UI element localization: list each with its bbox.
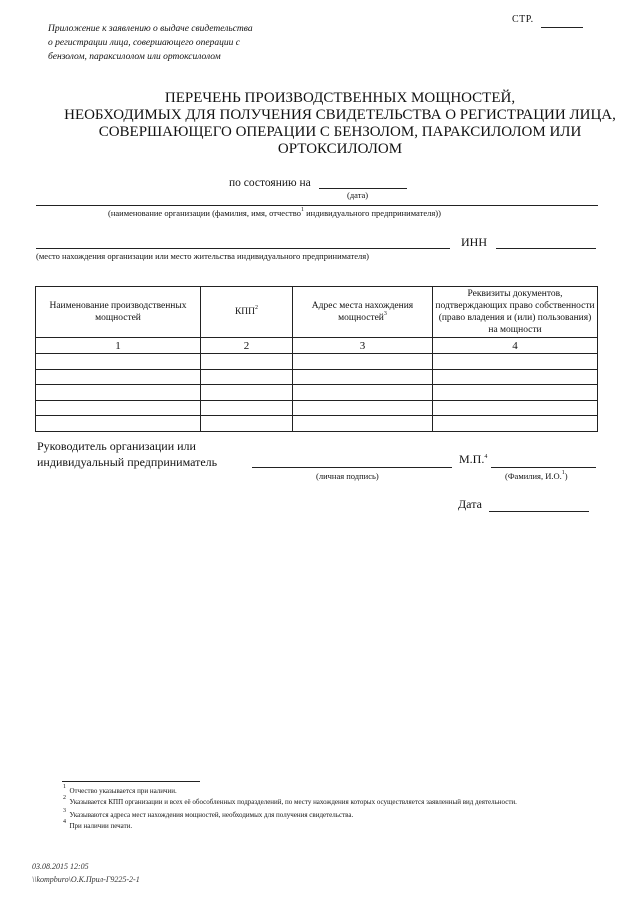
signatory-label-line-1: Руководитель организации или xyxy=(37,439,196,453)
file-meta xyxy=(32,860,140,886)
table-cell[interactable] xyxy=(36,400,201,416)
inn-label: ИНН xyxy=(461,235,487,249)
table-cell[interactable] xyxy=(36,385,201,401)
organization-name-caption xyxy=(108,208,441,218)
signature-field[interactable] xyxy=(252,467,452,468)
file-meta-path: \\kompburo\О.К.Прил-Г9225-2-1 xyxy=(32,875,140,884)
header-kpp xyxy=(201,287,293,338)
table-cell[interactable] xyxy=(36,416,201,432)
table-cell[interactable] xyxy=(201,369,293,385)
header-capacity-name xyxy=(36,287,201,338)
header-address xyxy=(293,287,433,338)
table-row xyxy=(36,385,598,401)
table-cell[interactable] xyxy=(293,385,433,401)
title-line-2: НЕОБХОДИМЫХ ДЛЯ ПОЛУЧЕНИЯ СВИДЕТЕЛЬСТВА О РЕГИСТРАЦИИ ЛИЦА, xyxy=(64,107,616,123)
table-cell[interactable] xyxy=(433,354,598,370)
footnotes xyxy=(35,786,595,832)
signatory-label xyxy=(37,438,217,470)
title-line-3: СОВЕРШАЮЩЕГО ОПЕРАЦИИ С БЕНЗОЛОМ, ПАРАКСИЛОЛОМ ИЛИ xyxy=(98,124,582,140)
location-field[interactable] xyxy=(36,248,450,249)
document-title xyxy=(40,90,640,158)
column-number-4: 4 xyxy=(433,338,598,354)
full-name-caption-text: (Фамилия, И.О. xyxy=(505,471,562,481)
signatory-label-line-2: индивидуальный предприниматель xyxy=(37,455,218,469)
file-meta-timestamp: 03.08.2015 12:05 xyxy=(32,862,89,871)
table-row xyxy=(36,400,598,416)
column-number-1: 1 xyxy=(36,338,201,354)
header-capacity-name-text: Наименование производственных мощностей xyxy=(49,301,187,323)
footnote-4-number: 4 xyxy=(63,819,66,825)
capacities-table xyxy=(35,286,598,432)
footnote-4-text: При наличии печати. xyxy=(69,822,133,830)
title-line-4: ОРТОКСИЛОЛОМ xyxy=(277,141,403,157)
signature-caption: (личная подпись) xyxy=(316,471,379,481)
table-cell[interactable] xyxy=(201,400,293,416)
footnote-2-number: 2 xyxy=(63,795,66,801)
date-field[interactable] xyxy=(489,511,589,512)
column-number-3: 3 xyxy=(293,338,433,354)
table-cell[interactable] xyxy=(293,400,433,416)
header-documents xyxy=(433,287,598,338)
table-row xyxy=(36,416,598,432)
table-cell[interactable] xyxy=(201,354,293,370)
table-number-row xyxy=(36,338,598,354)
full-name-field[interactable] xyxy=(491,467,596,468)
footnote-ref-3: 3 xyxy=(383,311,387,317)
footnote-ref-2: 2 xyxy=(255,305,259,311)
table-cell[interactable] xyxy=(293,354,433,370)
attachment-note-line-2: о регистрации лица, совершающего операции с xyxy=(48,38,240,48)
page-number-label: СТР. xyxy=(512,14,534,25)
table-cell[interactable] xyxy=(36,369,201,385)
as-of-date-field[interactable] xyxy=(319,188,407,189)
stamp-label-text: М.П. xyxy=(459,452,485,466)
header-kpp-text: КПП xyxy=(234,307,256,317)
footnote-3 xyxy=(35,810,595,821)
table-cell[interactable] xyxy=(433,400,598,416)
header-address-text: Адрес места нахождения мощностей xyxy=(311,301,414,323)
stamp-label xyxy=(459,452,487,467)
footnote-3-text: Указываются адреса мест нахождения мощностей, необходимых для получения свидетельства. xyxy=(69,811,354,819)
location-caption: (место нахождения организации или место жительства индивидуального предпринимателя) xyxy=(36,251,369,261)
footnote-3-number: 3 xyxy=(63,808,66,814)
attachment-note xyxy=(48,22,308,64)
table-cell[interactable] xyxy=(293,369,433,385)
organization-caption-text: (наименование организации (фамилия, имя, отчество xyxy=(108,208,301,218)
table-cell[interactable] xyxy=(201,385,293,401)
footnote-2 xyxy=(35,797,595,808)
footnote-ref-1: 1 xyxy=(300,207,304,213)
as-of-label: по состоянию на xyxy=(229,177,311,189)
attachment-note-line-1: Приложение к заявлению о выдаче свидетельства xyxy=(48,24,253,34)
table-row xyxy=(36,369,598,385)
inn-field[interactable] xyxy=(496,248,596,249)
table-cell[interactable] xyxy=(433,416,598,432)
attachment-note-line-3: бензолом, параксилолом или ортоксилолом xyxy=(48,52,221,62)
table-header-row xyxy=(36,287,598,338)
footnote-1-text: Отчество указывается при наличии. xyxy=(69,787,177,795)
title-line-1: ПЕРЕЧЕНЬ ПРОИЗВОДСТВЕННЫХ МОЩНОСТЕЙ, xyxy=(164,90,516,106)
table-cell[interactable] xyxy=(433,369,598,385)
footnote-2-text: Указывается КПП организации и всех её обособленных подразделений, по месту нахождения которых осуществляется заявленный вид деятельности. xyxy=(69,798,517,806)
table-cell[interactable] xyxy=(433,385,598,401)
page-number-field[interactable] xyxy=(541,27,583,28)
organization-name-field[interactable] xyxy=(36,205,598,206)
table-cell[interactable] xyxy=(201,416,293,432)
table-cell[interactable] xyxy=(36,354,201,370)
organization-caption-text-end: индивидуального предпринимателя)) xyxy=(303,208,441,218)
as-of-caption: (дата) xyxy=(347,190,369,200)
table-cell[interactable] xyxy=(293,416,433,432)
footnote-ref-1-fio: 1 xyxy=(561,470,565,476)
full-name-caption-close: ) xyxy=(564,471,568,481)
footnote-divider xyxy=(62,781,200,782)
table-row xyxy=(36,354,598,370)
footnote-ref-4: 4 xyxy=(484,454,488,460)
date-label: Дата xyxy=(458,497,482,511)
footnote-1-number: 1 xyxy=(63,784,66,790)
footnote-4 xyxy=(35,821,595,832)
header-documents-text: Реквизиты документов, подтверждающих право собственности (право владения и (или) пользования) на мощности xyxy=(435,289,595,335)
full-name-caption xyxy=(505,471,568,481)
column-number-2: 2 xyxy=(201,338,293,354)
footnote-1 xyxy=(35,786,595,797)
